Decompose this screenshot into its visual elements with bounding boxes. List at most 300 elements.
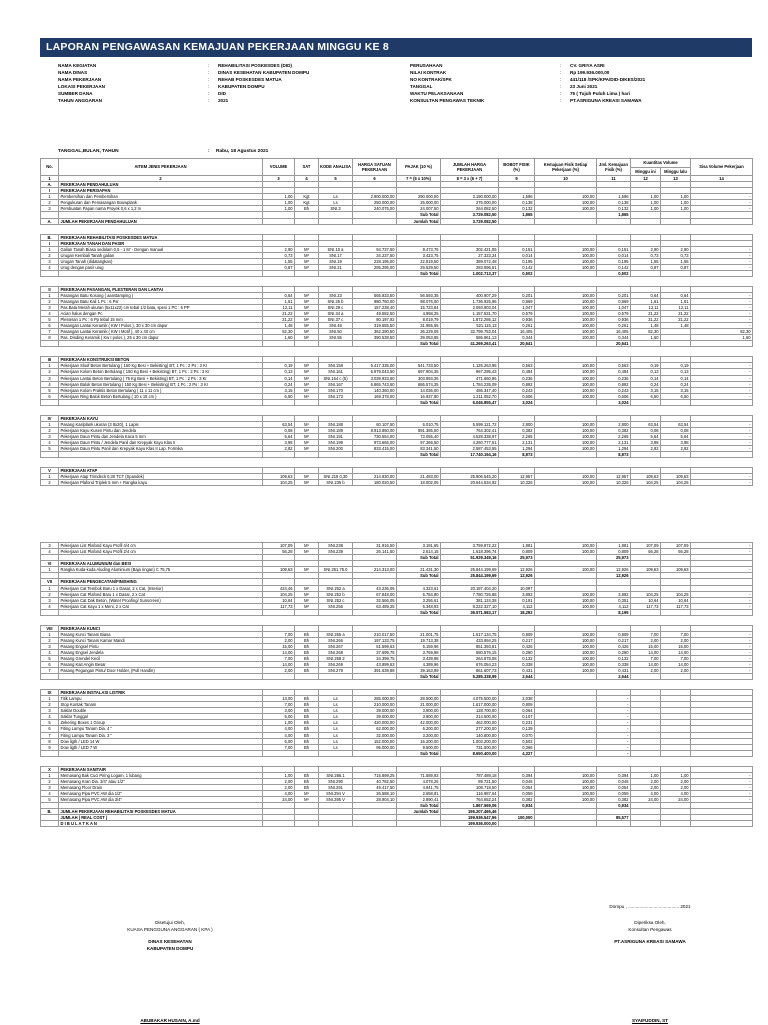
cell-minggu-lalu: 14,00 [661,662,691,668]
cell-item: PEKERJAAN PERSIAPAN [59,188,263,194]
cell-bobot: 20,641 [499,341,535,347]
cell-jumlah: 381.124,38 [441,597,499,603]
cell-harga: 980.760,00 [353,298,397,304]
info-value: REHAB POSKESDES MATUA [218,76,282,82]
cell-item: Urug dengan pasir urug [59,264,263,270]
info-row [58,98,309,105]
cell-harga: 420.000,00 [353,720,397,726]
cell-jumlah: 25.844.199,69 [441,567,499,573]
cell-pajak: 891.385,00 [397,427,441,433]
cell-no: 4 [41,439,59,445]
cell-kode: Ls [319,738,353,744]
cell-item: PEKERJAAN INSTALASI LISTRIK [59,690,263,696]
cell-item: PEKERJAAN KAYU [59,415,263,421]
cell-pajak: 31.955,55 [397,323,441,329]
column-number: 12 [631,176,661,182]
cell-bobot: 3,892 [499,591,535,597]
cell-jml: 1,596 [597,194,631,200]
spacer-row [41,276,753,286]
column-number: 14 [691,176,753,182]
cell-harga: 565.933,50 [353,292,397,298]
cell-harga: 833.415,00 [353,445,397,451]
cell-pajak: 71.589,93 [397,772,441,778]
cell-jml: 0,338 [597,662,631,668]
info-label: LOKASI PEKERJAAN [58,83,105,89]
cell-minggu-ini: 104,25 [631,591,661,597]
header-pajak: PAJAK (10 %) [397,159,441,176]
cell-bobot: 0,809 [499,702,535,708]
info-colon: : [208,90,210,96]
cell-jumlah: 1.157.531,70 [441,311,499,317]
info-row [58,63,309,70]
cell-volume: 2,00 [263,784,295,790]
cell-bobot: 0,231 [499,720,535,726]
info-value: PT.ASRIGUNA KREASI SAMAWA [570,97,642,103]
cell-volume: 10,64 [263,597,295,603]
cell-volume: 5,64 [263,433,295,439]
cell-jml: 0,236 [597,375,631,381]
cell-no: X [41,766,59,772]
cell-volume: 24,00 [263,796,295,802]
cell-jumlah: 1.617.134,75 [441,631,499,637]
header-sisa: Sisa Volume Pekerjaan [691,159,753,176]
cell-sat: Bh [295,772,319,778]
cell-no: 4 [41,603,59,609]
cell-item: Pekerjaan Lantai Beton Bertulang ( 75 Kg Besi + Bekisting) BT, 1 Pc : 2 Ps : 3 Kr [59,375,263,381]
cell-jumlah: 51.929.349,16 [441,555,499,561]
cell-minggu-lalu: 63,54 [661,421,691,427]
column-number: 8 = 3 x (6 + 7) [441,176,499,182]
report-date-label: TANGGAL,BULAN, TAHUN [58,149,119,154]
cell-jumlah: 676.054,23 [441,662,499,668]
cell-no: 4 [41,714,59,720]
cell-sisa: - [691,543,753,549]
cell-harga: 26.141,50 [353,549,397,555]
cell-kode: SNI.161 [319,369,353,375]
cell-bobot: 0,201 [499,292,535,298]
cell-harga: 32.000,00 [353,732,397,738]
signature-line: PT.ASRIGUNA KREASI SAMAWA [614,939,686,944]
cell-no: 2 [41,702,59,708]
info-value: KABUPATEN DOMPU [218,83,265,89]
cell-pajak: Jumlah Total [397,218,441,224]
cell-pajak: 98.076,00 [397,298,441,304]
cell-volume: 6,50 [263,393,295,399]
cell-sisa: 82,30 [691,329,753,335]
info-label: NAMA DINAS [58,69,88,75]
cell-volume: 21,22 [263,311,295,317]
cell-volume: 63,54 [263,421,295,427]
cell-item: Pasang Pegangan Pintu/ Door Holder, (Pull Handle) [59,668,263,674]
cell-jml: 0,045 [597,778,631,784]
cell-minggu-ini: 4,00 [631,790,661,796]
cell-minggu-lalu: 2,00 [661,778,691,784]
cell-item: Pekerjaan Cat Tembok Baru 1 x Dasar, 2 x Cat, (Interior) [59,585,263,591]
cell-kode: SNI.158 [319,363,353,369]
cell-harga: 250.000,00 [353,200,397,206]
cell-harga: 31.916,50 [353,543,397,549]
info-colon: : [208,63,210,68]
cell-sat: M³ [295,246,319,252]
cell-item: Pasang Kaslplank ukuran (3 8x20), 1 Lapis [59,421,263,427]
cell-kode [319,821,353,827]
cell-minggu-lalu: 2,82 [661,445,691,451]
cell-minggu-lalu: 107,09 [661,543,691,549]
info-row [410,98,645,105]
cell-jumlah: 5.285.338,99 [441,674,499,680]
info-colon: : [208,83,210,89]
cell-minggu-ini: 0,24 [631,381,661,387]
cell-bobot: 0,014 [499,252,535,258]
cell-harga: 34.237,50 [353,252,397,258]
cell-sisa: - [691,603,753,609]
cell-item: Pekerjaan Daun Pintu Panil dan Krepyak Kayu Klas II Lap. Formika [59,445,263,451]
cell-jml: 0,217 [597,637,631,643]
cell-minggu-ini: 2,90 [631,246,661,252]
cell-item: Acian halus dengan Pc [59,311,263,317]
cell-sat: Bh [295,656,319,662]
cell-sat: M² [295,603,319,609]
cell-no: VIII [41,625,59,631]
info-row [410,91,645,98]
cell-jml: - [597,744,631,750]
cell-minggu-lalu: 1,00 [661,194,691,200]
cell-jumlah: 1.872.286,12 [441,317,499,323]
cell-kemajuan: 100,00 [535,194,597,200]
project-info-right [410,63,645,104]
cell-bobot: 0,139 [499,726,535,732]
cell-jumlah: 17.740.194,16 [441,452,499,458]
cell-volume: 107,09 [263,543,295,549]
cell-minggu-ini: 14,00 [631,662,661,668]
cell-pajak: 4.941,75 [397,784,441,790]
cell-pajak: 83.341,50 [397,445,441,451]
info-value: 75 ( Tujuh Puluh Lima ) hari [570,90,630,96]
cell-jml: 0,934 [597,802,631,808]
cell-sat: Bh [295,744,319,750]
cell-jml: 0,502 [597,270,631,276]
cell-no: 7 [41,668,59,674]
spacer-row [41,458,753,468]
cell-jumlah: 6.046.855,47 [441,399,499,405]
cell-no: 3 [41,305,59,311]
signature-line: KABUPATEN DOMPU [146,945,194,951]
cell-jml: 1,881 [597,543,631,549]
cell-kode: Ls [319,696,353,702]
cell-kemajuan: 100,00 [535,772,597,778]
cell-jumlah: 764.652,24 [441,796,499,802]
cell-pajak: 29.529,50 [397,264,441,270]
cell-jml: - [597,708,631,714]
cell-minggu-lalu: 1,61 [661,298,691,304]
cell-harga: 210.000,00 [353,702,397,708]
cell-sat: M³ [295,264,319,270]
cell-sat: M² [295,585,319,591]
cell-jumlah: 199.936.000,00 [441,821,499,827]
cell-jml: 2,131 [597,439,631,445]
cell-pajak: Sub Total [397,555,441,561]
cell-harga: 295.295,00 [353,264,397,270]
info-label: SUMBER DANA [58,90,93,96]
cell-item: D I B U L A T K A N [59,821,263,827]
cell-pajak: 3.769,98 [397,649,441,655]
cell-sat: M² [295,567,319,573]
cell-volume: 0,19 [263,363,295,369]
cell-kemajuan: 100,00 [535,591,597,597]
cell-item: Plesteran 1 Pc : 6 Pp tebal 15 mm [59,317,263,323]
cell-jumlah: 462.000,00 [441,720,499,726]
header-jml-kemajuan: Jml. Kemajuan Fisik (%) [597,159,631,176]
cell-minggu-lalu: 3,98 [661,439,691,445]
cell-no: 3 [41,643,59,649]
cell-pajak: 15.723,84 [397,305,441,311]
cell-item: PEKERJAAN PASANGAN, PLESTERAN DAN LANTAI [59,286,263,292]
cell-item: Pasang Engsel Jendela [59,649,263,655]
cell-jml: 0,261 [597,323,631,329]
cell-item: PEKERJAAN SANITAIR [59,766,263,772]
cell-item: Pasang Engsel Pintu [59,643,263,649]
cell-no: 1 [41,246,59,252]
info-row [410,63,645,70]
cell-sisa: - [691,393,753,399]
cell-kemajuan: 100,00 [535,631,597,637]
cell-sat: Bh [295,206,319,212]
cell-bobot: 0,236 [499,375,535,381]
cell-harga: 28.904,10 [353,796,397,802]
cell-minggu-ini: 1,60 [631,335,661,341]
cell-pajak: Sub Total [397,674,441,680]
cell-item: Pasang Grendel Kecil [59,656,263,662]
cell-kode: SNI.21 [319,264,353,270]
signature-line: DINAS KESEHATAN [148,939,192,944]
cell-minggu-lalu: 7,00 [661,631,691,637]
cell-item: PEKERJAAN KONSTRUKSI BETON [59,357,263,363]
cell-minggu-ini: 5,64 [631,433,661,439]
cell-minggu-ini: 0,14 [631,375,661,381]
cell-pajak: 56.593,35 [397,292,441,298]
cell-kode: SNI.252 b [319,591,353,597]
cell-jml: 12,926 [597,567,631,573]
cell-sat: Bh [295,637,319,643]
cell-pajak: 24.007,50 [397,206,441,212]
spacer-cell [41,615,753,625]
cell-sat: M¹ [295,387,319,393]
info-row [58,70,309,77]
info-value: REHABILITASI POSKESDES (DID) [218,63,292,68]
cell-kemajuan: 100,00 [535,649,597,655]
cell-minggu-lalu: 3,15 [661,387,691,393]
cell-minggu-lalu: 0,19 [661,363,691,369]
cell-sisa: - [691,381,753,387]
cell-kemajuan: 100,00 [535,796,597,802]
cell-item: Pekerjaan List Plafond Kayu Profil 4/4 cm [59,543,263,549]
cell-no: 3 [41,206,59,212]
cell-minggu-ini: 117,73 [631,603,661,609]
cell-jumlah: 686.961,13 [441,335,499,341]
cell-harga: 730.554,00 [353,433,397,439]
info-row [410,77,645,84]
signature-line: Disetujui Oleh, [155,920,185,925]
cell-kode: SNI.199 [319,439,353,445]
cell-kemajuan: 100,00 [535,474,597,480]
cell-minggu-lalu: 1,55 [661,258,691,264]
cell-minggu-lalu: 0,87 [661,264,691,270]
cell-jumlah: 389.072,48 [441,258,499,264]
cell-minggu-lalu: 15,00 [661,643,691,649]
cell-no: 5 [41,720,59,726]
cell-volume: 1,00 [263,772,295,778]
cell-jml: 0,142 [597,264,631,270]
cell-bobot: 0,054 [499,784,535,790]
cell-item: PEKERJAAN REHABILITASI POSKESDES MATUA [59,234,263,240]
cell-kemajuan: 100,00 [535,662,597,668]
cell-kemajuan: 100,00 [535,393,597,399]
cell-kemajuan: 100,00 [535,387,597,393]
cell-bobot: 2,038 [499,696,535,702]
cell-jml: 0,014 [597,252,631,258]
cell-bobot: 18,292 [499,609,535,615]
cell-jml: 0,869 [597,298,631,304]
cell-jml: 2,265 [597,433,631,439]
cell-bobot: 2,265 [499,433,535,439]
cell-kode: SNI.235 b [319,480,353,486]
cell-pajak: 19.713,38 [397,637,441,643]
cell-bobot: 0,563 [499,363,535,369]
cell-bobot: 0,382 [499,427,535,433]
cell-minggu-lalu: 2,00 [661,637,691,643]
cell-volume: 4,00 [263,726,295,732]
cell-pajak: 4.078,25 [397,778,441,784]
cell-pajak: 3.200,00 [397,732,441,738]
cell-sisa: - [691,784,753,790]
cell-item: PEKERJAAN ATAP [59,468,263,474]
cell-item: Pekerjaan Daun Pintu dan Jendela Kaca 5 mm [59,433,263,439]
cell-pajak: Sub Total [397,573,441,579]
cell-minggu-lalu: 1,00 [661,206,691,212]
cell-item: Memasang Pipa PVC AW dia 1/2" [59,790,263,796]
cell-sat: M² [295,597,319,603]
cell-jml: 12,926 [597,573,631,579]
cell-sisa: - [691,597,753,603]
info-label: WAKTU PELAKSANAAN [410,90,464,96]
cell-sat: M³ [295,292,319,298]
cell-kode: SNI.50 [319,329,353,335]
cell-bobot: 10,326 [499,480,535,486]
cell-jumlah: 1.126.263,95 [441,363,499,369]
cell-kode: SNI.48 [319,323,353,329]
cell-harga: 228.195,00 [353,258,397,264]
cell-no: 5 [41,317,59,323]
cell-no: 4 [41,790,59,796]
cell-kode: SNI.268 2 [319,656,353,662]
cell-no: 8 [41,738,59,744]
cell-volume: 3,00 [263,708,295,714]
cell-minggu-ini: 3,15 [631,387,661,393]
cell-jumlah: 1.867.569,06 [441,802,499,808]
cell-bobot: 16,405 [499,329,535,335]
cell-harga: 197.133,75 [353,637,397,643]
cell-jumlah: 521.115,13 [441,323,499,329]
cell-kode: SNI.252 c [319,597,353,603]
cell-minggu-ini: 21,22 [631,317,661,323]
cell-jml: 0,344 [597,335,631,341]
cell-minggu-ini: 24,00 [631,796,661,802]
cell-jumlah: 264.878,08 [441,656,499,662]
cell-volume: 82,30 [263,329,295,335]
cell-sisa: - [691,317,753,323]
cell-pajak: 6.200,00 [397,726,441,732]
cell-volume: 2,00 [263,668,295,674]
cell-kode: SNI.170 [319,387,353,393]
cell-jml: 0,431 [597,668,631,674]
project-info-left [58,63,309,104]
cell-no: 1 [41,585,59,591]
cell-minggu-lalu: 109,63 [661,474,691,480]
cell-jml: 0,579 [597,311,631,317]
column-number: 9 [499,176,535,182]
cell-kode: SNI.188 [319,421,353,427]
cell-harga: 43.236,05 [353,585,397,591]
column-number: 11 [597,176,631,182]
cell-jumlah: 400.907,29 [441,292,499,298]
header-minggu-lalu: Minggu lalu [661,167,691,176]
cell-jumlah: 1.211.052,70 [441,393,499,399]
cell-kemajuan: 100,00 [535,206,597,212]
cell-pajak: 2.658,81 [397,790,441,796]
cell-no: 3 [41,258,59,264]
cell-jml: 8,873 [597,452,631,458]
spacer-row [41,224,753,234]
cell-harga: 49.582,50 [353,311,397,317]
cell-sat: M¹ [295,790,319,796]
signature-right [560,920,740,946]
cell-volume: 104,25 [263,480,295,486]
cell-bobot: 0,869 [499,298,535,304]
cell-sat: M¹ [295,543,319,549]
cell-jumlah: 3.729.082,50 [441,212,499,218]
cell-bobot: 0,195 [499,258,535,264]
cell-pajak: Sub Total [397,341,441,347]
cell-sisa: - [691,772,753,778]
cell-bobot: 0,366 [499,744,535,750]
cell-jml: 0,809 [597,549,631,555]
cell-kode: SNI.23 [319,292,353,298]
cell-minggu-ini: 109,63 [631,567,661,573]
cell-kode: SNI.279 [319,668,353,674]
page-break [40,486,752,542]
cell-pajak: 25.000,00 [397,200,441,206]
cell-sat: Bh [295,732,319,738]
cell-bobot: 2,644 [499,674,535,680]
cell-sisa: - [691,292,753,298]
column-number: 6 [353,176,397,182]
cell-sat: M² [295,445,319,451]
cell-sisa: - [691,246,753,252]
cell-jml: 0,382 [597,427,631,433]
cell-kode: SNI.164 c (5) [319,375,353,381]
info-colon: : [560,83,562,89]
cell-kode: Ls [319,194,353,200]
cell-jml: 8,195 [597,609,631,615]
cell-jml: 3,024 [597,399,631,405]
info-value: DINAS KESEHATAN KABUPATEN DOMPU [218,69,310,75]
cell-minggu-ini: 1,48 [631,323,661,329]
cell-minggu-lalu: 10,64 [661,597,691,603]
cell-volume: 1,61 [263,298,295,304]
cell-kode: Ls [319,200,353,206]
cell-harga: 285.000,00 [353,696,397,702]
cell-item: PEKERJAAN TANAH DAN PASIR [59,240,263,246]
